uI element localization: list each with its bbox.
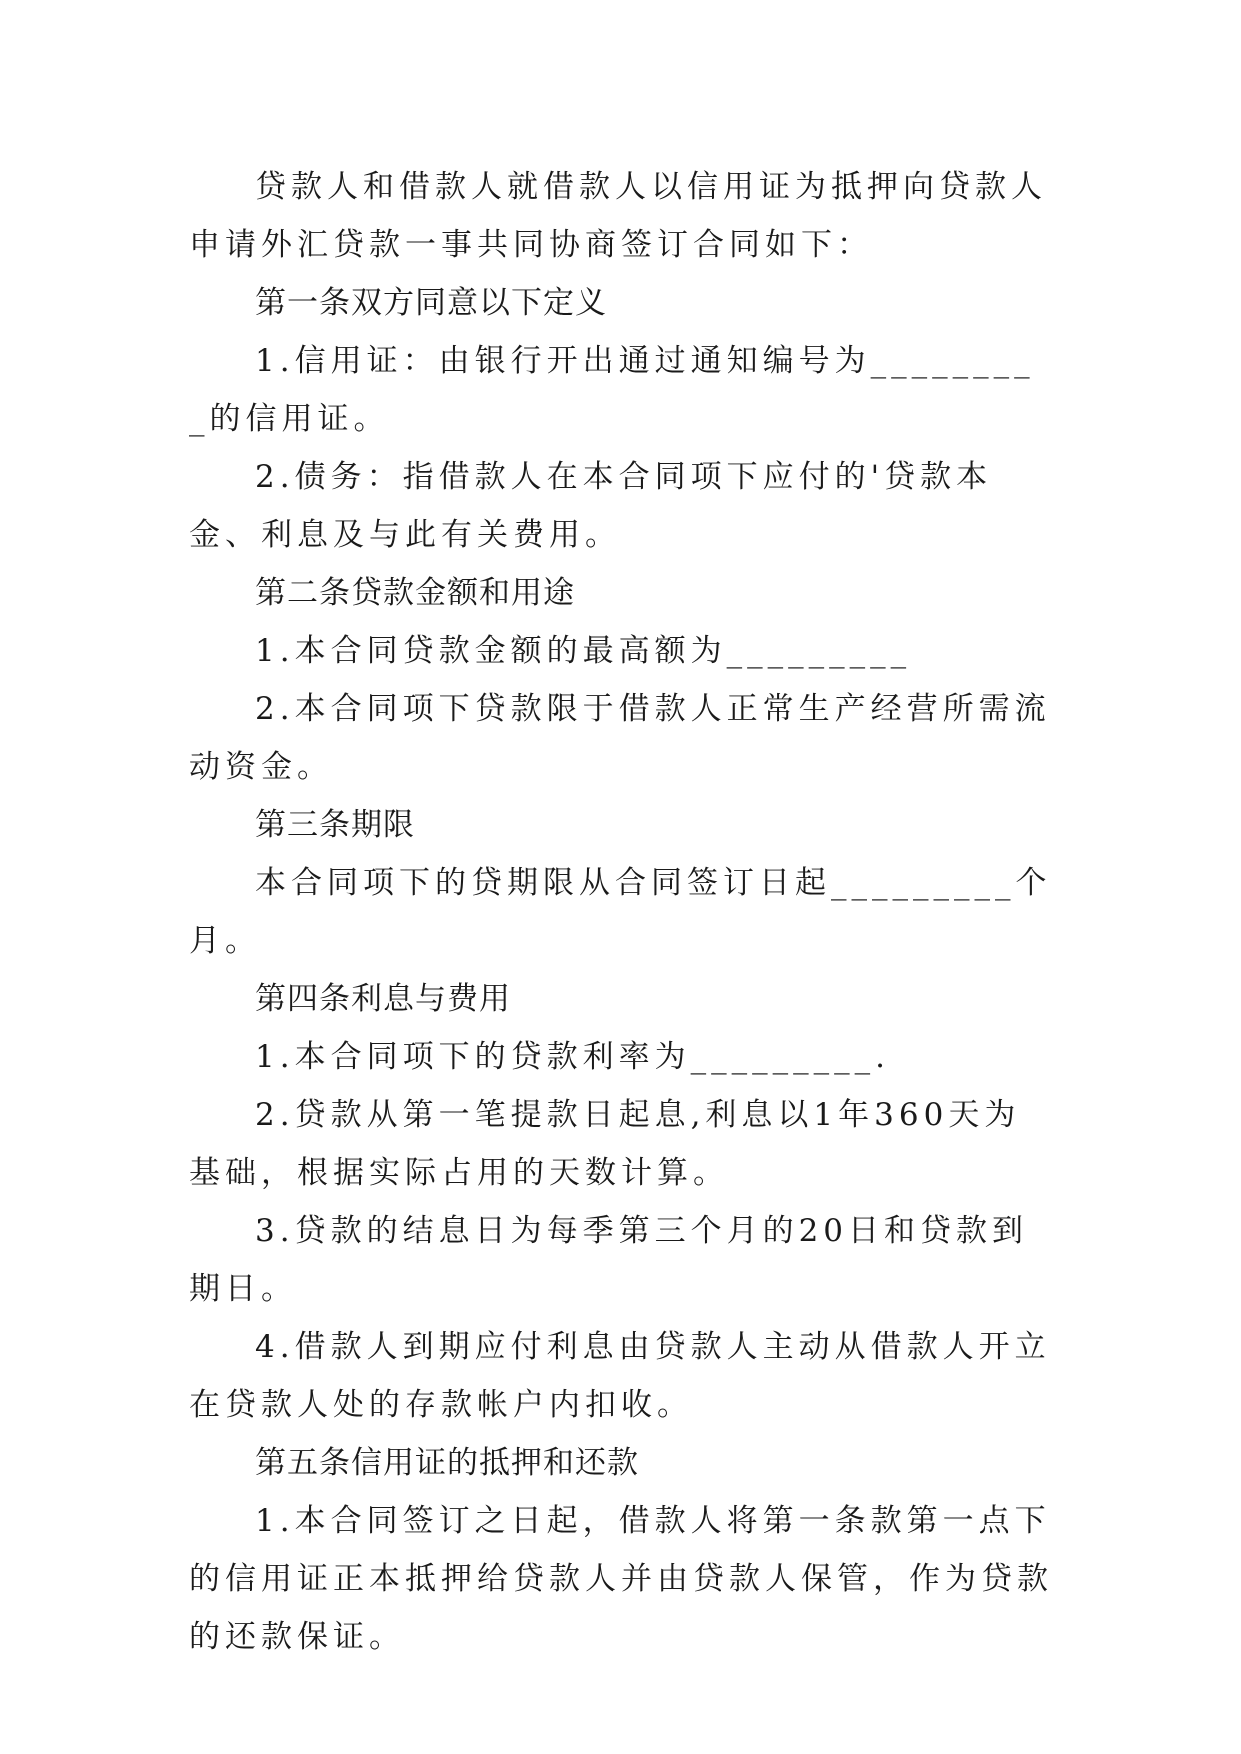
article-5-heading: 第五条信用证的抵押和还款 bbox=[255, 1445, 639, 1481]
article-2-clause-2: 2.本合同项下贷款限于借款人正常生产经营所需流动资金。 bbox=[189, 691, 1051, 785]
article-4-clause-4: 4.借款人到期应付利息由贷款人主动从借款人开立在贷款人处的存款帐户内扣收。 bbox=[189, 1329, 1051, 1423]
article-3-clause: 本合同项下的贷期限从合同签订日起_________个月。 bbox=[189, 865, 1052, 959]
article-4-clause-1: 1.本合同项下的贷款利率为_________. bbox=[255, 1039, 890, 1075]
article-1-clause-2: 2.债务：指借款人在本合同项下应付的'贷款本金、利息及与此有关费用。 bbox=[189, 459, 993, 553]
article-4-clause-2: 2.贷款从第一笔提款日起息,利息以1年360天为基础，根据实际占用的天数计算。 bbox=[189, 1097, 1021, 1191]
article-4-heading: 第四条利息与费用 bbox=[255, 981, 511, 1017]
article-1-heading: 第一条双方同意以下定义 bbox=[255, 285, 607, 321]
article-1-clause-1: 1.信用证：由银行开出通过通知编号为_________的信用证。 bbox=[189, 343, 1035, 437]
article-2-clause-1: 1.本合同贷款金额的最高额为_________ bbox=[255, 633, 912, 669]
intro-paragraph: 贷款人和借款人就借款人以信用证为抵押向贷款人申请外汇贷款一事共同协商签订合同如下： bbox=[189, 169, 1047, 263]
article-2-heading: 第二条贷款金额和用途 bbox=[255, 575, 575, 611]
article-4-clause-3: 3.贷款的结息日为每季第三个月的20日和贷款到期日。 bbox=[189, 1213, 1029, 1307]
article-3-heading: 第三条期限 bbox=[255, 807, 415, 843]
article-5-clause-1: 1.本合同签订之日起，借款人将第一条款第一点下的信用证正本抵押给贷款人并由贷款人保管，作为贷款的还款保证。 bbox=[189, 1503, 1053, 1655]
document-body bbox=[189, 158, 1054, 1666]
